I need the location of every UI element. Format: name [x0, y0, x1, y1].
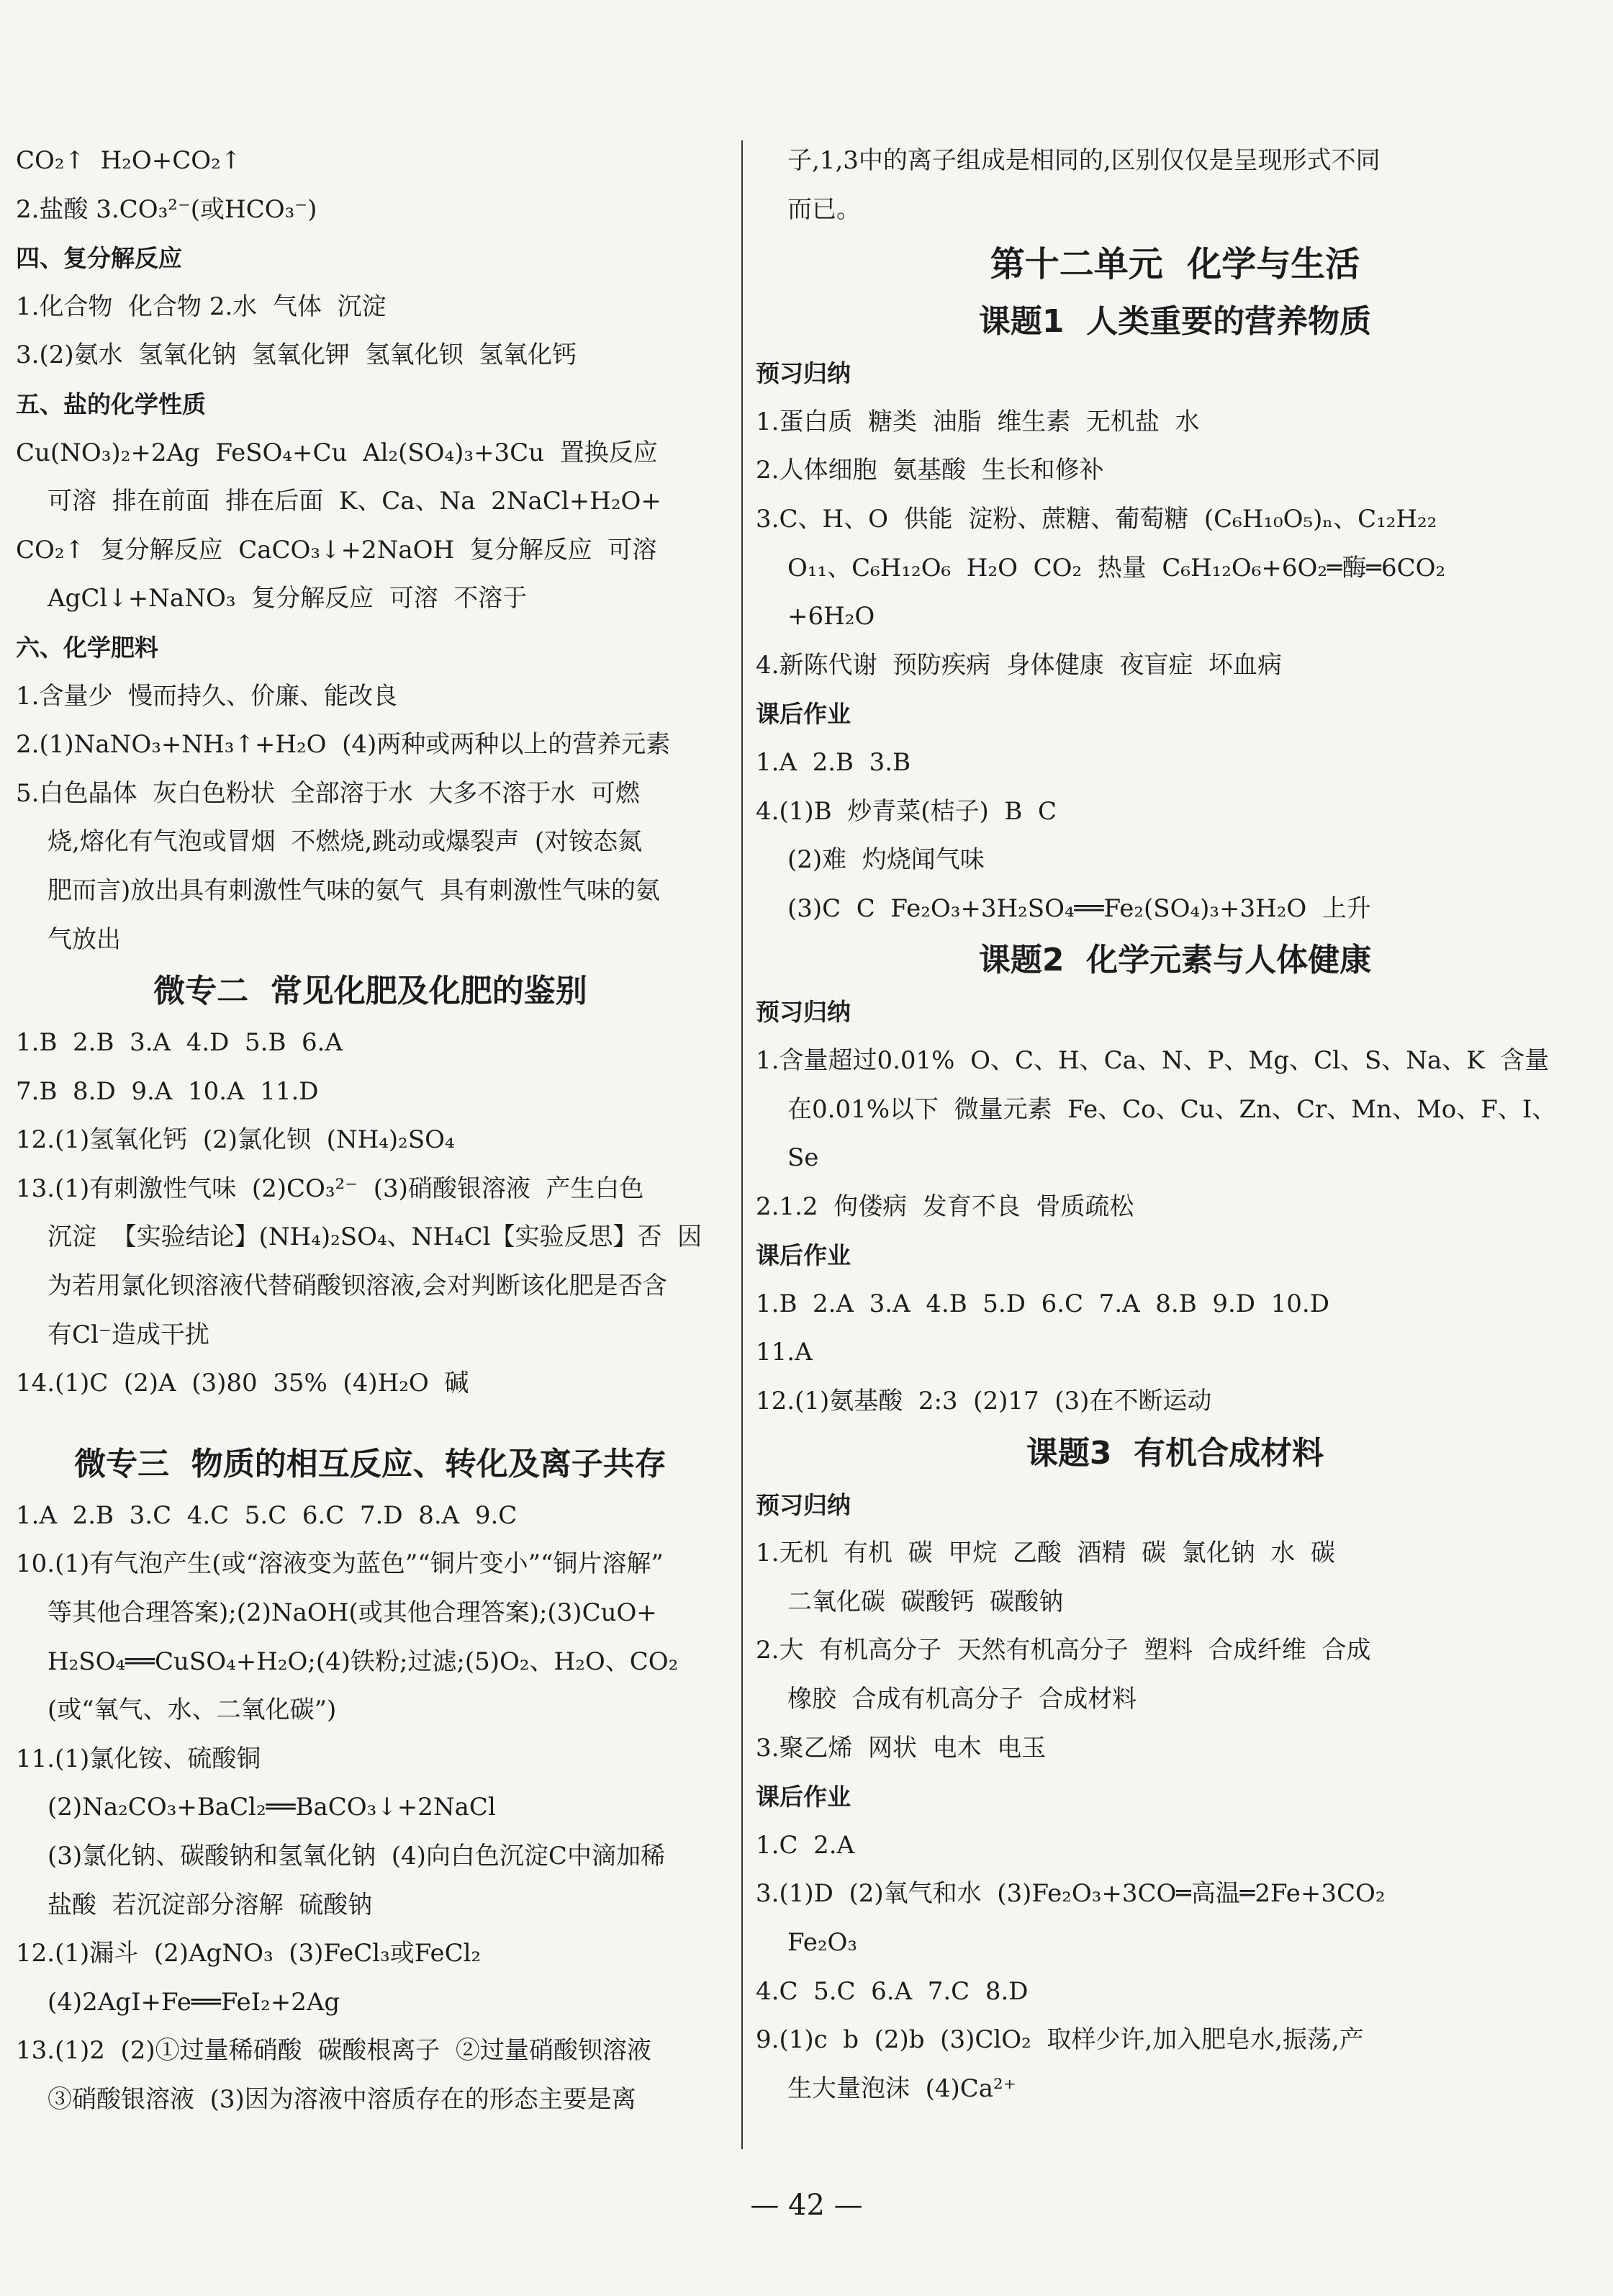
section-title: 课题2 化学元素与人体健康 [978, 942, 1372, 979]
answer-line: 1.无机 有机 碳 甲烷 乙酸 酒精 碳 氯化钠 水 碳 [756, 1539, 1335, 1568]
answer-line: 9.(1)c b (2)b (3)ClO₂ 取样少许,加入肥皂水,振荡,产 [756, 2025, 1364, 2055]
section-title: 课题3 有机合成材料 [1026, 1434, 1324, 1472]
answer-line: 5.白色晶体 灰白色粉状 全部溶于水 大多不溶于水 可燃 [16, 778, 640, 808]
answer-line: 3.(2)氨水 氢氧化钠 氢氧化钾 氢氧化钡 氢氧化钙 [16, 341, 577, 370]
answer-line: 1.含量超过0.01% O、C、H、Ca、N、P、Mg、Cl、S、Na、K 含量 [756, 1045, 1550, 1075]
answer-line: 烧,熔化有气泡或冒烟 不燃烧,跳动或爆裂声 (对铵态氮 [48, 827, 643, 857]
answer-line: 12.(1)氨基酸 2:3 (2)17 (3)在不断运动 [756, 1387, 1212, 1416]
section-heading: 五、盐的化学性质 [16, 390, 206, 418]
section-heading: 课后作业 [756, 1241, 851, 1270]
answer-line: H₂SO₄══CuSO₄+H₂O;(4)铁粉;过滤;(5)O₂、H₂O、CO₂ [48, 1647, 679, 1676]
answer-line: 气放出 [48, 924, 121, 954]
answer-line: (2)难 灼烧闻气味 [787, 845, 985, 875]
answer-line: 1.含量少 慢而持久、价廉、能改良 [16, 681, 398, 711]
answer-line: 11.(1)氯化铵、硫酸铜 [16, 1744, 261, 1773]
section-heading: 六、化学肥料 [16, 633, 158, 662]
answer-line: 在0.01%以下 微量元素 Fe、Co、Cu、Zn、Cr、Mn、Mo、F、I、 [787, 1094, 1557, 1124]
section-heading: 预习归纳 [756, 1490, 851, 1519]
page-number: — 42 — [750, 2189, 863, 2222]
answer-line: (3)氯化钠、碳酸钠和氢氧化钠 (4)向白色沉淀C中滴加稀 [48, 1842, 665, 1870]
section-title: 微专三 物质的相互反应、转化及离子共存 [74, 1445, 667, 1482]
section-heading: 课后作业 [756, 1783, 851, 1811]
answer-line: Se [787, 1143, 819, 1173]
section-title: 微专二 常见化肥及化肥的鉴别 [153, 973, 587, 1010]
answer-line: 11.A [756, 1338, 813, 1367]
section-heading: 四、复分解反应 [16, 244, 182, 273]
answer-line: 二氧化碳 碳酸钙 碳酸钠 [787, 1587, 1064, 1616]
answer-line: Cu(NO₃)₂+2Ag FeSO₄+Cu Al₂(SO₄)₃+3Cu 置换反应 [16, 438, 658, 467]
answer-line: 2.(1)NaNO₃+NH₃↑+H₂O (4)两种或两种以上的营养元素 [16, 730, 671, 760]
answer-line: 而已。 [787, 194, 861, 224]
answer-line: 14.(1)C (2)A (3)80 35% (4)H₂O 碱 [16, 1369, 469, 1398]
answer-line: (或“氧气、水、二氧化碳”) [48, 1696, 337, 1725]
answer-line: 可溶 排在前面 排在后面 K、Ca、Na 2NaCl+H₂O+ [48, 487, 661, 516]
answer-line: +6H₂O [787, 602, 875, 631]
answer-line: 子,1,3中的离子组成是相同的,区别仅仅是呈现形式不同 [787, 146, 1381, 175]
answer-line: 1.B 2.A 3.A 4.B 5.D 6.C 7.A 8.B 9.D 10.D [756, 1289, 1329, 1318]
section-title: 第十二单元 化学与生活 [990, 244, 1360, 285]
answer-line: 2.1.2 佝偻病 发育不良 骨质疏松 [756, 1192, 1134, 1221]
answer-line: 4.(1)B 炒青菜(桔子) B C [756, 796, 1057, 826]
answer-line: 3.C、H、O 供能 淀粉、蔗糖、葡萄糖 (C₆H₁₀O₅)ₙ、C₁₂H₂₂ [756, 504, 1437, 534]
answer-line: (3)C C Fe₂O₃+3H₂SO₄══Fe₂(SO₄)₃+3H₂O 上升 [787, 893, 1371, 923]
answer-line: 1.A 2.B 3.C 4.C 5.C 6.C 7.D 8.A 9.C [16, 1500, 518, 1530]
answer-line: 沉淀 【实验结论】(NH₄)₂SO₄、NH₄Cl【实验反思】否 因 [48, 1223, 702, 1252]
column-divider [741, 140, 743, 2149]
answer-line: AgCl↓+NaNO₃ 复分解反应 可溶 不溶于 [48, 584, 528, 613]
answer-line: 2.盐酸 3.CO₃²⁻(或HCO₃⁻) [16, 194, 317, 224]
answer-line: 等其他合理答案);(2)NaOH(或其他合理答案);(3)CuO+ [48, 1598, 657, 1628]
answer-line: 肥而言)放出具有刺激性气味的氨气 具有刺激性气味的氨 [48, 875, 660, 905]
section-heading: 预习归纳 [756, 998, 851, 1027]
answer-line: 3.聚乙烯 网状 电木 电玉 [756, 1733, 1047, 1762]
answer-line: (4)2AgI+Fe══FeI₂+2Ag [48, 1987, 340, 2017]
answer-line: 2.大 有机高分子 天然有机高分子 塑料 合成纤维 合成 [756, 1636, 1371, 1665]
answer-line: 4.C 5.C 6.A 7.C 8.D [756, 1976, 1029, 2006]
section-heading: 预习归纳 [756, 359, 851, 388]
answer-line: 1.蛋白质 糖类 油脂 维生素 无机盐 水 [756, 407, 1200, 436]
answer-line: 2.人体细胞 氨基酸 生长和修补 [756, 456, 1104, 485]
answer-line: (2)Na₂CO₃+BaCl₂══BaCO₃↓+2NaCl [48, 1793, 496, 1822]
section-title: 课题1 人类重要的营养物质 [978, 303, 1372, 341]
section-heading: 课后作业 [756, 700, 851, 729]
answer-line: O₁₁、C₆H₁₂O₆ H₂O CO₂ 热量 C₆H₁₂O₆+6O₂═酶═6CO₂ [787, 553, 1446, 582]
answer-line: 有Cl⁻造成干扰 [48, 1320, 209, 1349]
answer-line: ③硝酸银溶液 (3)因为溶液中溶质存在的形态主要是离 [48, 2084, 636, 2114]
answer-line: 12.(1)氢氧化钙 (2)氯化钡 (NH₄)₂SO₄ [16, 1125, 455, 1155]
right-column [756, 137, 1594, 2113]
answer-line: Fe₂O₃ [787, 1928, 857, 1957]
answer-line: 10.(1)有气泡产生(或“溶液变为蓝色”“铜片变小”“铜片溶解” [16, 1549, 664, 1579]
answer-line: CO₂↑ H₂O+CO₂↑ [16, 146, 242, 175]
answer-line: 1.B 2.B 3.A 4.D 5.B 6.A [16, 1028, 343, 1058]
answer-line: 生大量泡沫 (4)Ca²⁺ [787, 2074, 1016, 2103]
answer-line: 3.(1)D (2)氧气和水 (3)Fe₂O₃+3CO═高温═2Fe+3CO₂ [756, 1879, 1386, 1909]
answer-line: 12.(1)漏斗 (2)AgNO₃ (3)FeCl₃或FeCl₂ [16, 1939, 482, 1968]
left-column [16, 137, 725, 2125]
answer-line: 为若用氯化钡溶液代替硝酸钡溶液,会对判断该化肥是否含 [48, 1271, 667, 1301]
answer-line: 橡胶 合成有机高分子 合成材料 [787, 1685, 1137, 1714]
answer-line: 13.(1)2 (2)①过量稀硝酸 碳酸根离子 ②过量硝酸钡溶液 [16, 2036, 651, 2066]
answer-line: 1.化合物 化合物 2.水 气体 沉淀 [16, 292, 387, 321]
answer-line: 13.(1)有刺激性气味 (2)CO₃²⁻ (3)硝酸银溶液 产生白色 [16, 1174, 644, 1203]
answer-line: CO₂↑ 复分解反应 CaCO₃↓+2NaOH 复分解反应 可溶 [16, 535, 657, 564]
answer-line: 1.C 2.A [756, 1830, 855, 1860]
answer-line: 7.B 8.D 9.A 10.A 11.D [16, 1076, 319, 1106]
answer-line: 1.A 2.B 3.B [756, 747, 911, 777]
answer-line: 4.新陈代谢 预防疾病 身体健康 夜盲症 坏血病 [756, 650, 1282, 680]
answer-line: 盐酸 若沉淀部分溶解 硫酸钠 [48, 1890, 373, 1919]
